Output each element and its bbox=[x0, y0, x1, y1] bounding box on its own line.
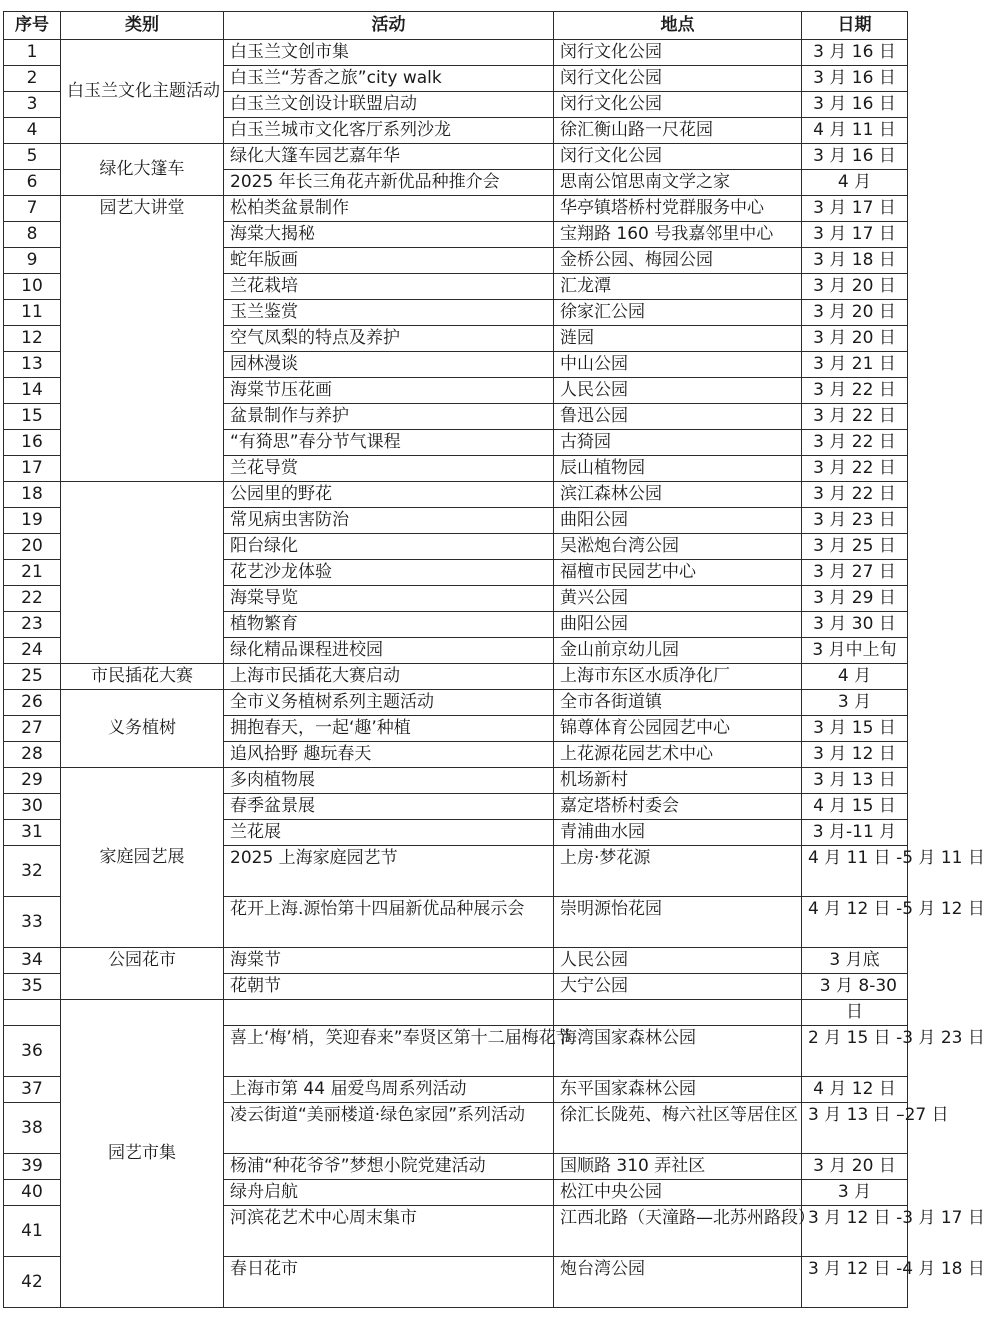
activity-cell: 公园里的野花 bbox=[224, 482, 554, 508]
date-cell: 3 月 13 日 –27 日 bbox=[802, 1103, 908, 1154]
row-index: 20 bbox=[4, 534, 61, 560]
row-index: 3 bbox=[4, 92, 61, 118]
date-cell: 3 月 20 日 bbox=[802, 1154, 908, 1180]
row-index: 24 bbox=[4, 638, 61, 664]
row-index: 36 bbox=[4, 1026, 61, 1077]
row-index: 38 bbox=[4, 1103, 61, 1154]
activity-cell: 玉兰鉴赏 bbox=[224, 300, 554, 326]
date-cell: 3 月 20 日 bbox=[802, 274, 908, 300]
date-cell: 3 月 22 日 bbox=[802, 378, 908, 404]
location-cell: 崇明源怡花园 bbox=[554, 897, 802, 948]
location-cell: 徐汇长陇苑、梅六社区等居住区 bbox=[554, 1103, 802, 1154]
date-cell: 3 月 12 日 -4 月 18 日 bbox=[802, 1257, 908, 1308]
row-index: 39 bbox=[4, 1154, 61, 1180]
header-row bbox=[4, 12, 908, 40]
location-cell: 闵行文化公园 bbox=[554, 66, 802, 92]
activity-cell: 追风拾野 趣玩春天 bbox=[224, 742, 554, 768]
location-cell: 金桥公园、梅园公园 bbox=[554, 248, 802, 274]
activity-cell: 海棠节 bbox=[224, 948, 554, 974]
location-cell: 上花源花园艺术中心 bbox=[554, 742, 802, 768]
row-index: 26 bbox=[4, 690, 61, 716]
table-row bbox=[4, 1000, 908, 1026]
date-cell: 3 月 16 日 bbox=[802, 144, 908, 170]
row-index: 42 bbox=[4, 1257, 61, 1308]
row-index: 23 bbox=[4, 612, 61, 638]
table-row bbox=[4, 690, 908, 716]
row-index: 35 bbox=[4, 974, 61, 1000]
activity-cell: 白玉兰城市文化客厅系列沙龙 bbox=[224, 118, 554, 144]
location-cell: 炮台湾公园 bbox=[554, 1257, 802, 1308]
location-cell: 黄兴公园 bbox=[554, 586, 802, 612]
date-cell: 3 月-11 月 bbox=[802, 820, 908, 846]
activity-cell: 白玉兰“芳香之旅”city walk bbox=[224, 66, 554, 92]
location-cell: 东平国家森林公园 bbox=[554, 1077, 802, 1103]
location-cell: 徐汇衡山路一尺花园 bbox=[554, 118, 802, 144]
date-cell: 3 月 22 日 bbox=[802, 430, 908, 456]
row-index: 9 bbox=[4, 248, 61, 274]
date-cell: 3 月 16 日 bbox=[802, 66, 908, 92]
location-cell: 金山前京幼儿园 bbox=[554, 638, 802, 664]
date-cell: 日 bbox=[802, 1000, 908, 1026]
activity-cell: 白玉兰文创设计联盟启动 bbox=[224, 92, 554, 118]
location-cell: 吴淞炮台湾公园 bbox=[554, 534, 802, 560]
row-index: 25 bbox=[4, 664, 61, 690]
row-index: 33 bbox=[4, 897, 61, 948]
activity-cell: 凌云街道“美丽楼道·绿色家园”系列活动 bbox=[224, 1103, 554, 1154]
activity-cell: 拥抱春天，一起‘趣’种植 bbox=[224, 716, 554, 742]
row-index: 8 bbox=[4, 222, 61, 248]
date-cell: 3 月 30 日 bbox=[802, 612, 908, 638]
activity-cell: 上海市民插花大赛启动 bbox=[224, 664, 554, 690]
location-cell: 闵行文化公园 bbox=[554, 40, 802, 66]
header-location: 地点 bbox=[554, 12, 802, 40]
category-cell: 园艺大讲堂 bbox=[61, 196, 224, 482]
location-cell: 曲阳公园 bbox=[554, 612, 802, 638]
date-cell: 3 月 22 日 bbox=[802, 482, 908, 508]
date-cell: 3 月 16 日 bbox=[802, 92, 908, 118]
category-cell: 义务植树 bbox=[61, 690, 224, 768]
location-cell: 青浦曲水园 bbox=[554, 820, 802, 846]
activity-cell: 空气凤梨的特点及养护 bbox=[224, 326, 554, 352]
activity-cell: 盆景制作与养护 bbox=[224, 404, 554, 430]
date-cell: 3 月 17 日 bbox=[802, 196, 908, 222]
row-index: 32 bbox=[4, 846, 61, 897]
table-row bbox=[4, 664, 908, 690]
location-cell: 海湾国家森林公园 bbox=[554, 1026, 802, 1077]
location-cell: 大宁公园 bbox=[554, 974, 802, 1000]
date-cell: 3 月 13 日 bbox=[802, 768, 908, 794]
date-cell: 3 月 22 日 bbox=[802, 456, 908, 482]
date-cell: 3 月 8-30 bbox=[802, 974, 908, 1000]
row-index: 31 bbox=[4, 820, 61, 846]
header-activity: 活动 bbox=[224, 12, 554, 40]
row-index: 16 bbox=[4, 430, 61, 456]
table-row bbox=[4, 196, 908, 222]
location-cell: 锦尊体育公园园艺中心 bbox=[554, 716, 802, 742]
table-row bbox=[4, 482, 908, 508]
category-cell: 家庭园艺展 bbox=[61, 768, 224, 948]
activity-cell: 常见病虫害防治 bbox=[224, 508, 554, 534]
activity-cell: 阳台绿化 bbox=[224, 534, 554, 560]
category-cell: 公园花市 bbox=[61, 948, 224, 1000]
row-index: 40 bbox=[4, 1180, 61, 1206]
table-row bbox=[4, 40, 908, 66]
activity-cell: 河滨花艺术中心周末集市 bbox=[224, 1206, 554, 1257]
date-cell: 4 月 12 日 bbox=[802, 1077, 908, 1103]
location-cell: 曲阳公园 bbox=[554, 508, 802, 534]
date-cell: 4 月 15 日 bbox=[802, 794, 908, 820]
table-row bbox=[4, 144, 908, 170]
row-index: 29 bbox=[4, 768, 61, 794]
row-index: 41 bbox=[4, 1206, 61, 1257]
location-cell: 涟园 bbox=[554, 326, 802, 352]
location-cell: 汇龙潭 bbox=[554, 274, 802, 300]
location-cell bbox=[554, 1000, 802, 1026]
category-cell: 市民插花大赛 bbox=[61, 664, 224, 690]
activity-cell: 春季盆景展 bbox=[224, 794, 554, 820]
location-cell: 闵行文化公园 bbox=[554, 92, 802, 118]
row-index: 27 bbox=[4, 716, 61, 742]
date-cell: 3 月 12 日 -3 月 17 日 bbox=[802, 1206, 908, 1257]
location-cell: 上房·梦花源 bbox=[554, 846, 802, 897]
table-row bbox=[4, 768, 908, 794]
date-cell: 3 月 23 日 bbox=[802, 508, 908, 534]
date-cell: 3 月 20 日 bbox=[802, 300, 908, 326]
date-cell: 3 月 15 日 bbox=[802, 716, 908, 742]
location-cell: 宝翔路 160 号我嘉邻里中心 bbox=[554, 222, 802, 248]
activity-cell: 多肉植物展 bbox=[224, 768, 554, 794]
row-index: 7 bbox=[4, 196, 61, 222]
row-index: 2 bbox=[4, 66, 61, 92]
category-cell: 绿化大篷车 bbox=[61, 144, 224, 196]
activity-cell: 花朝节 bbox=[224, 974, 554, 1000]
date-cell: 3 月 21 日 bbox=[802, 352, 908, 378]
row-index: 14 bbox=[4, 378, 61, 404]
row-index: 21 bbox=[4, 560, 61, 586]
location-cell: 机场新村 bbox=[554, 768, 802, 794]
date-cell: 3 月 16 日 bbox=[802, 40, 908, 66]
location-cell: 闵行文化公园 bbox=[554, 144, 802, 170]
activity-cell: 园林漫谈 bbox=[224, 352, 554, 378]
activity-cell: 杨浦“种花爷爷”梦想小院党建活动 bbox=[224, 1154, 554, 1180]
header-category: 类别 bbox=[61, 12, 224, 40]
location-cell: 全市各街道镇 bbox=[554, 690, 802, 716]
location-cell: 思南公馆思南文学之家 bbox=[554, 170, 802, 196]
date-cell: 3 月 12 日 bbox=[802, 742, 908, 768]
location-cell: 人民公园 bbox=[554, 378, 802, 404]
row-index: 30 bbox=[4, 794, 61, 820]
row-index: 19 bbox=[4, 508, 61, 534]
row-index: 28 bbox=[4, 742, 61, 768]
activity-cell: 喜上‘梅’梢，笑迎春来”奉贤区第十二届梅花节 bbox=[224, 1026, 554, 1077]
row-index: 12 bbox=[4, 326, 61, 352]
location-cell: 人民公园 bbox=[554, 948, 802, 974]
row-index: 15 bbox=[4, 404, 61, 430]
header-index: 序号 bbox=[4, 12, 61, 40]
date-cell: 3 月 bbox=[802, 1180, 908, 1206]
activity-cell: 兰花栽培 bbox=[224, 274, 554, 300]
events-table bbox=[3, 11, 985, 1308]
activity-cell: 全市义务植树系列主题活动 bbox=[224, 690, 554, 716]
date-cell: 3 月 17 日 bbox=[802, 222, 908, 248]
header-date: 日期 bbox=[802, 12, 908, 40]
date-cell: 4 月 bbox=[802, 664, 908, 690]
date-cell: 4 月 11 日 -5 月 11 日 bbox=[802, 846, 908, 897]
row-index: 18 bbox=[4, 482, 61, 508]
location-cell: 松江中央公园 bbox=[554, 1180, 802, 1206]
row-index: 1 bbox=[4, 40, 61, 66]
activity-cell: 海棠导览 bbox=[224, 586, 554, 612]
row-index: 13 bbox=[4, 352, 61, 378]
activity-cell: 绿化精品课程进校园 bbox=[224, 638, 554, 664]
activity-cell: 绿舟启航 bbox=[224, 1180, 554, 1206]
location-cell: 辰山植物园 bbox=[554, 456, 802, 482]
activity-cell: 白玉兰文创市集 bbox=[224, 40, 554, 66]
row-index: 6 bbox=[4, 170, 61, 196]
location-cell: 中山公园 bbox=[554, 352, 802, 378]
date-cell: 3 月 25 日 bbox=[802, 534, 908, 560]
row-index: 5 bbox=[4, 144, 61, 170]
activity-cell: 松柏类盆景制作 bbox=[224, 196, 554, 222]
activity-cell: 兰花展 bbox=[224, 820, 554, 846]
location-cell: 福檀市民园艺中心 bbox=[554, 560, 802, 586]
activity-cell: 2025 上海家庭园艺节 bbox=[224, 846, 554, 897]
activity-cell: 绿化大篷车园艺嘉年华 bbox=[224, 144, 554, 170]
activity-cell: 海棠大揭秘 bbox=[224, 222, 554, 248]
activity-cell: 植物繁育 bbox=[224, 612, 554, 638]
category-cell: 白玉兰文化主题活动 bbox=[61, 40, 224, 144]
row-index: 17 bbox=[4, 456, 61, 482]
location-cell: 嘉定塔桥村委会 bbox=[554, 794, 802, 820]
activity-cell: 春日花市 bbox=[224, 1257, 554, 1308]
date-cell: 3 月中上旬 bbox=[802, 638, 908, 664]
location-cell: 古猗园 bbox=[554, 430, 802, 456]
date-cell: 3 月 22 日 bbox=[802, 404, 908, 430]
row-index: 37 bbox=[4, 1077, 61, 1103]
date-cell: 3 月 27 日 bbox=[802, 560, 908, 586]
activity-cell: 海棠节压花画 bbox=[224, 378, 554, 404]
table-row bbox=[4, 948, 908, 974]
row-index: 4 bbox=[4, 118, 61, 144]
activity-cell: 花开上海.源怡第十四届新优品种展示会 bbox=[224, 897, 554, 948]
row-index bbox=[4, 1000, 61, 1026]
activity-cell: “有猗思”春分节气课程 bbox=[224, 430, 554, 456]
activity-cell: 2025 年长三角花卉新优品种推介会 bbox=[224, 170, 554, 196]
activity-cell: 上海市第 44 届爱鸟周系列活动 bbox=[224, 1077, 554, 1103]
row-index: 34 bbox=[4, 948, 61, 974]
category-cell-empty bbox=[61, 482, 224, 664]
activity-cell: 花艺沙龙体验 bbox=[224, 560, 554, 586]
category-cell: 园艺市集 bbox=[61, 1000, 224, 1308]
activity-cell: 兰花导赏 bbox=[224, 456, 554, 482]
location-cell: 上海市东区水质净化厂 bbox=[554, 664, 802, 690]
row-index: 11 bbox=[4, 300, 61, 326]
row-index: 22 bbox=[4, 586, 61, 612]
date-cell: 3 月底 bbox=[802, 948, 908, 974]
date-cell: 3 月 18 日 bbox=[802, 248, 908, 274]
date-cell: 4 月 12 日 -5 月 12 日 bbox=[802, 897, 908, 948]
row-index: 10 bbox=[4, 274, 61, 300]
activity-cell: 蛇年版画 bbox=[224, 248, 554, 274]
date-cell: 4 月 bbox=[802, 170, 908, 196]
location-cell: 鲁迅公园 bbox=[554, 404, 802, 430]
location-cell: 徐家汇公园 bbox=[554, 300, 802, 326]
location-cell: 滨江森林公园 bbox=[554, 482, 802, 508]
date-cell: 3 月 29 日 bbox=[802, 586, 908, 612]
location-cell: 国顺路 310 弄社区 bbox=[554, 1154, 802, 1180]
activity-cell bbox=[224, 1000, 554, 1026]
date-cell: 3 月 20 日 bbox=[802, 326, 908, 352]
date-cell: 4 月 11 日 bbox=[802, 118, 908, 144]
date-cell: 2 月 15 日 -3 月 23 日 bbox=[802, 1026, 908, 1077]
location-cell: 华亭镇塔桥村党群服务中心 bbox=[554, 196, 802, 222]
date-cell: 3 月 bbox=[802, 690, 908, 716]
location-cell: 江西北路（天潼路—北苏州路段） bbox=[554, 1206, 802, 1257]
